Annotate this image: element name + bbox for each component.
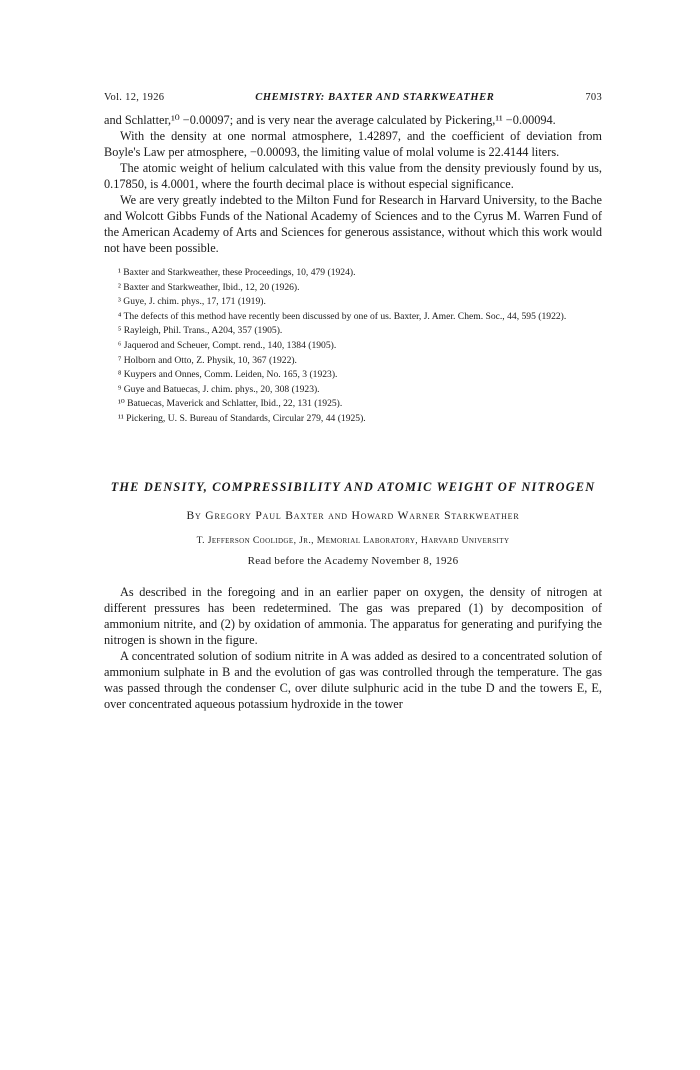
footnote: ² Baxter and Starkweather, Ibid., 12, 20 (1926). (118, 281, 300, 293)
volume-year: Vol. 12, 1926 (104, 92, 165, 103)
paragraph: The atomic weight of helium calculated with this value from the density previously found by us, 0.17850, is 4.0001, where the fourth decimal place is without especial significance. (104, 161, 602, 191)
author-affiliation: T. Jefferson Coolidge, Jr., Memorial Laboratory, Harvard University (196, 534, 510, 546)
paragraph: We are very greatly indebted to the Milton Fund for Research in Harvard University, to the Bache and Wolcott Gibbs Funds of the National Academy of Sciences and to the Cyrus M. Warren Fund of the American Academy of Arts and Sciences for generous assistance, without which this work would not have been possible. (104, 193, 602, 255)
footnote: ⁴ The defects of this method have recently been discussed by one of us. Baxter, J. Amer. Chem. Soc., 44, 595 (1922). (118, 310, 567, 322)
paragraph: A concentrated solution of sodium nitrite in A was added as desired to a concentrated solution of ammonium sulphate in B and the evolution of gas was controlled through the temperature. The gas was passed through the condenser C, over dilute sulphuric acid in the tube D and the towers E, E, over concentrated aqueous potassium hydroxide in the tower (104, 648, 602, 711)
footnote: ⁵ Rayleigh, Phil. Trans., A204, 357 (1905). (118, 325, 283, 337)
footnote: ¹ Baxter and Starkweather, these Proceedings, 10, 479 (1924). (118, 267, 356, 278)
article-body (104, 584, 602, 712)
new-article (104, 479, 602, 712)
article-title: THE DENSITY, COMPRESSIBILITY AND ATOMIC WEIGHT OF NITROGEN (110, 479, 596, 494)
page-number: 703 (585, 92, 602, 103)
footnote: ³ Guye, J. chim. phys., 17, 171 (1919). (118, 296, 266, 308)
footnote: ⁷ Holborn and Otto, Z. Physik, 10, 367 (1922). (118, 354, 297, 366)
preceding-article-end (104, 112, 602, 427)
footnote: ¹⁰ Batuecas, Maverick and Schlatter, Ibid., 22, 131 (1925). (118, 398, 343, 410)
footnote: ⁶ Jaquerod and Scheuer, Compt. rend., 140, 1384 (1905). (118, 339, 337, 351)
paragraph: With the density at one normal atmosphere, 1.42897, and the coefficient of deviation from Boyle's Law per atmosphere, −0.00093, the limiting value of molal volume is 22.4144 liters. (104, 129, 602, 159)
running-head (104, 92, 602, 103)
journal-page (104, 92, 602, 712)
footnote: ¹¹ Pickering, U. S. Bureau of Standards, Circular 279, 44 (1925). (118, 412, 366, 424)
paragraph: As described in the foregoing and in an earlier paper on oxygen, the density of nitrogen at different pressures has been redetermined. The gas was prepared (1) by decomposition of ammonium nitrite, and (2) by oxidation of ammonia. The apparatus for generating and purifying the nitrogen is shown in the figure. (104, 584, 602, 647)
read-date: Read before the Academy November 8, 1926 (247, 554, 459, 567)
author-byline: By Gregory Paul Baxter and Howard Warner Starkweather (186, 508, 520, 522)
footnote-list (104, 266, 602, 427)
paragraph: and Schlatter,¹⁰ −0.00097; and is very near the average calculated by Pickering,¹¹ −0.00094. (104, 113, 556, 127)
running-title: CHEMISTRY: BAXTER AND STARKWEATHER (255, 92, 495, 103)
footnote: ⁹ Guye and Batuecas, J. chim. phys., 20, 308 (1923). (118, 383, 320, 395)
footnote: ⁸ Kuypers and Onnes, Comm. Leiden, No. 165, 3 (1923). (118, 369, 338, 381)
